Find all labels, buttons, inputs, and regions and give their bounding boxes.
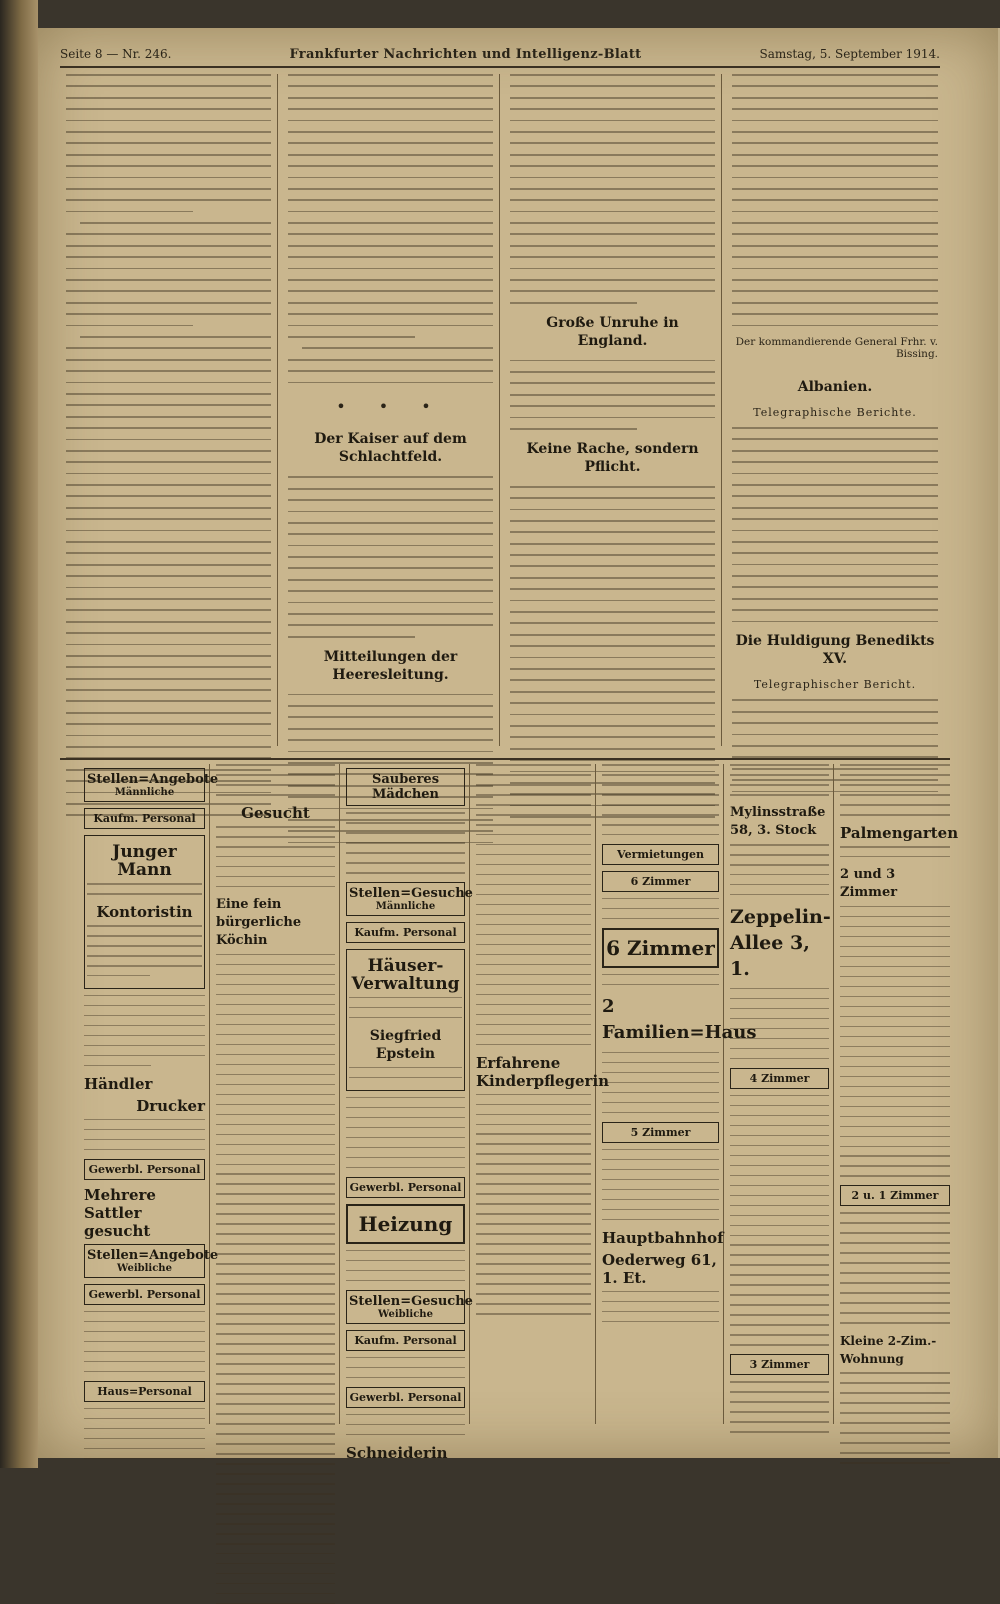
article-column-3 bbox=[504, 74, 722, 746]
ad-header-6-zimmer: 6 Zimmer bbox=[602, 871, 719, 892]
body-text bbox=[288, 476, 493, 637]
ad-koechin: Eine fein bürgerliche Köchin bbox=[216, 896, 302, 948]
general-signature: Der kommandierende General Frhr. v. Bissing. bbox=[735, 335, 938, 360]
ad-header-label: Stellen=Gesuche bbox=[349, 1293, 473, 1309]
ad-header-label: Stellen=Angebote bbox=[87, 772, 219, 787]
ad-subheader: Männliche bbox=[375, 900, 436, 912]
ad-header-5-zimmer: 5 Zimmer bbox=[602, 1122, 719, 1143]
ad-subheader: Weibliche bbox=[378, 1308, 433, 1320]
ad-header-stellen-gesuche-weiblich bbox=[346, 1290, 473, 1324]
body-text bbox=[510, 74, 715, 304]
ad-zeppelin-allee: Zeppelin-Allee 3, 1. bbox=[730, 905, 831, 980]
section-separator: • • • bbox=[336, 397, 445, 417]
ad-junger-mann bbox=[84, 835, 205, 989]
ad-sattler: Mehrere Sattler gesucht bbox=[84, 1185, 156, 1240]
body-text bbox=[732, 427, 938, 622]
ad-kinderpflegerin: Erfahrene Kinderpflegerin bbox=[476, 1053, 610, 1090]
ads-column-6 bbox=[726, 764, 834, 1424]
page-number: Seite 8 — Nr. 246. bbox=[60, 47, 172, 61]
ad-header-stellen-angebote bbox=[84, 768, 219, 802]
issue-date: Samstag, 5. September 1914. bbox=[759, 47, 940, 61]
ads-column-1 bbox=[80, 764, 219, 1424]
headline-huldigung: Die Huldigung Benedikts XV. bbox=[735, 633, 935, 668]
ad-header-stellen-gesuche bbox=[346, 882, 473, 916]
ad-haeuser-verwaltung bbox=[346, 949, 465, 1091]
binding-edge bbox=[0, 0, 38, 1468]
ad-oederweg: Oederweg 61, 1. Et. bbox=[602, 1250, 717, 1287]
ad-header-kaufm-personal-3: Kaufm. Personal bbox=[346, 1330, 465, 1351]
ad-sauberes-maedchen: Sauberes Mädchen bbox=[346, 768, 465, 806]
ad-drucker: Drucker bbox=[136, 1096, 205, 1115]
ad-hauptbahnhof: Hauptbahnhof bbox=[602, 1228, 724, 1247]
subheading-huldigung: Telegraphischer Bericht. bbox=[753, 678, 917, 692]
ad-kleine-wohnung: Kleine 2-Zim.-Wohnung bbox=[840, 1334, 937, 1367]
ad-header-2-1-zimmer: 2 u. 1 Zimmer bbox=[840, 1185, 950, 1206]
paper-title: Frankfurter Nachrichten und Intelligenz-Blatt bbox=[289, 46, 642, 62]
ad-heizung: Heizung bbox=[346, 1204, 465, 1244]
article-column-2 bbox=[282, 74, 500, 746]
ad-schneiderin: Schneiderin bbox=[346, 1443, 448, 1462]
ad-6-zimmer: 6 Zimmer bbox=[602, 928, 719, 968]
headline-kaiser: Der Kaiser auf dem Schlachtfeld. bbox=[314, 431, 467, 466]
headline-heeresleitung: Mitteilungen der Heeresleitung. bbox=[323, 648, 458, 683]
ad-haendler: Händler bbox=[84, 1074, 153, 1093]
ad-header-3-zimmer: 3 Zimmer bbox=[730, 1354, 829, 1375]
ad-palmengarten: Palmengarten bbox=[840, 823, 959, 842]
body-text bbox=[510, 360, 715, 430]
ad-subheader: Männliche bbox=[114, 787, 175, 798]
body-text bbox=[288, 74, 493, 383]
article-column-1 bbox=[60, 74, 278, 746]
ad-header-vermietungen: Vermietungen bbox=[602, 844, 719, 865]
ad-header-gewerbl-personal-2: Gewerbl. Personal bbox=[84, 1284, 205, 1305]
ads-column-3 bbox=[342, 764, 473, 1462]
ads-column-5 bbox=[598, 764, 757, 1424]
section-divider bbox=[60, 758, 950, 760]
body-text bbox=[66, 74, 271, 816]
ad-subheader: Weibliche bbox=[117, 1262, 172, 1274]
masthead bbox=[60, 42, 940, 68]
ad-header-gewerbl-personal-3: Gewerbl. Personal bbox=[346, 1177, 465, 1198]
subheading-albanien: Telegraphische Berichte. bbox=[753, 405, 917, 419]
ad-header-stellen-angebote-weiblich bbox=[84, 1244, 219, 1278]
ad-header-4-zimmer: 4 Zimmer bbox=[730, 1068, 829, 1089]
ad-title: Häuser-Verwaltung bbox=[351, 955, 460, 994]
ad-2-familien-haus: 2 Familien=Haus bbox=[602, 995, 757, 1043]
ad-title: Kontoristin bbox=[96, 902, 193, 921]
ad-title: Junger Mann bbox=[112, 842, 177, 880]
ad-header-gewerbl-personal: Gewerbl. Personal bbox=[84, 1159, 205, 1180]
ads-column-2 bbox=[212, 764, 340, 1424]
article-column-4 bbox=[726, 74, 944, 746]
headline-albanien: Albanien. bbox=[797, 378, 873, 395]
ad-header-gewerbl-personal-4: Gewerbl. Personal bbox=[346, 1387, 465, 1408]
ads-column-4 bbox=[472, 764, 610, 1424]
headline-keine-rache: Keine Rache, sondern Pflicht. bbox=[526, 440, 699, 475]
body-text bbox=[732, 74, 938, 326]
headline-unruhe: Große Unruhe in England. bbox=[546, 314, 679, 349]
ad-gesucht: Gesucht bbox=[241, 803, 310, 822]
ad-header-kaufm-personal-2: Kaufm. Personal bbox=[346, 922, 465, 943]
ad-header-label: Stellen=Gesuche bbox=[349, 885, 473, 901]
ad-mylinsstrasse: Mylinsstraße 58, 3. Stock bbox=[730, 804, 826, 838]
ad-header-kaufm-personal: Kaufm. Personal bbox=[84, 808, 205, 829]
ad-header-label: Stellen=Angebote bbox=[87, 1247, 219, 1263]
ad-title: Siegfried Epstein bbox=[369, 1027, 442, 1062]
ad-2-3-zimmer: 2 und 3 Zimmer bbox=[840, 866, 898, 900]
ad-header-haus-personal: Haus=Personal bbox=[84, 1381, 205, 1402]
ads-column-7 bbox=[836, 764, 959, 1424]
